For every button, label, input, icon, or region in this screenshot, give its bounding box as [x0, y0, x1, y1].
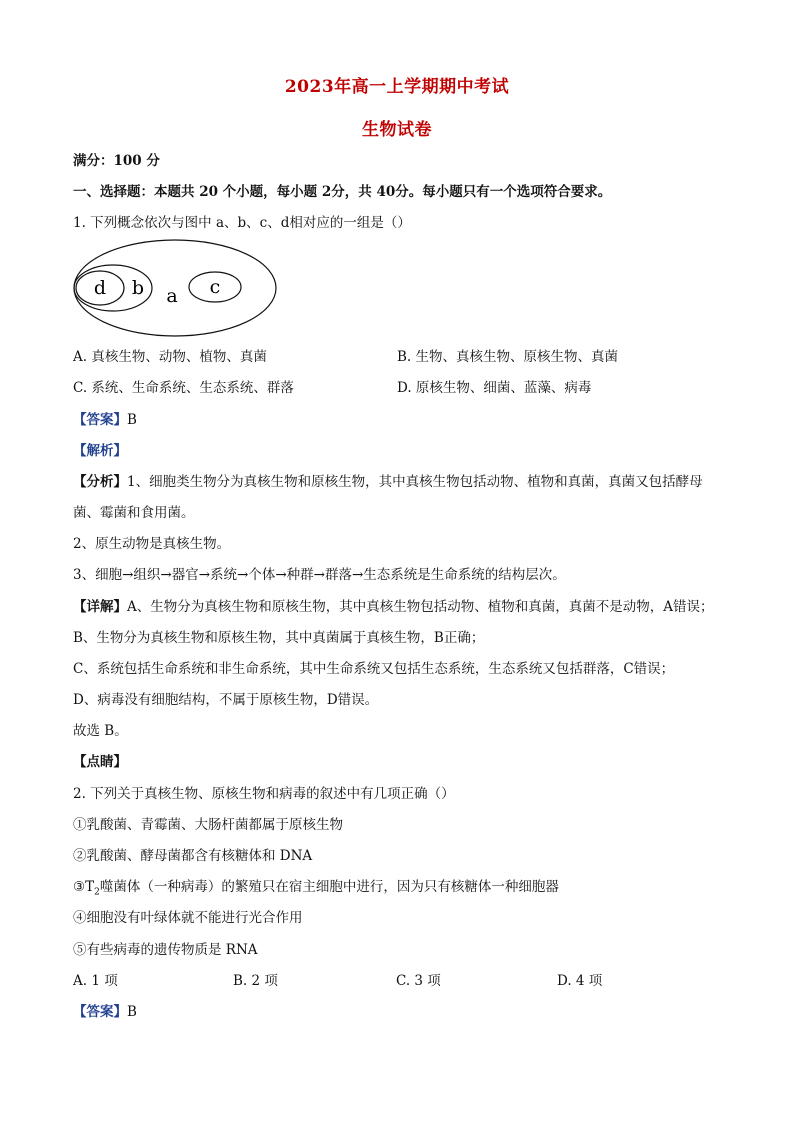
q1-dianjing: 【点睛】: [73, 754, 127, 770]
q2-statement-3: $③T_2$噬菌体（一种病毒）的繁殖只在宿主细胞中进行，因为只有核糖体一种细胞器: [73, 879, 559, 898]
subscript-2: 2: [94, 887, 100, 898]
q1-answer: [73, 411, 733, 429]
q1-detail-b: B、生物分为真核生物和原核生物，其中真菌属于真核生物，B正确；: [73, 630, 485, 646]
q1-analysis-1a: 【分析】1、细胞类生物分为真核生物和原核生物，其中真核生物包括动物、植物和真菌，真菌又包括酵母: [73, 474, 703, 490]
q2-statement-2: ②乳酸菌、酵母菌都含有核糖体和 DNA: [73, 848, 313, 864]
q2-statement-4: ④细胞没有叶绿体就不能进行光合作用: [73, 910, 303, 926]
jiexi-tag: 【解析】: [73, 443, 127, 459]
label-b: b: [131, 277, 145, 299]
question-1-stem: 1. 下列概念依次与图中 a、b、c、d相对应的一组是（）: [73, 215, 411, 231]
label-a: a: [166, 285, 178, 307]
q2-option-a: A. 1 项: [73, 973, 118, 989]
q1-option-c: C. 系统、生命系统、生态系统、群落: [73, 380, 294, 396]
q2-answer: [73, 1003, 733, 1021]
answer-tag: 【答案】: [73, 1004, 127, 1020]
total-score: 满分：100 分: [73, 153, 160, 169]
q1-analysis-3: 3、细胞→组织→器官→系统→个体→种群→群落→生态系统是生命系统的结构层次。: [73, 567, 566, 583]
question-2-stem: 2. 下列关于真核生物、原核生物和病毒的叙述中有几项正确（）: [73, 786, 455, 802]
q1-option-a: A. 真核生物、动物、植物、真菌: [73, 349, 267, 365]
exam-title: 2023年高一上学期期中考试: [284, 77, 510, 97]
answer-tag: 【答案】: [73, 412, 127, 428]
q1-detail-d: D、病毒没有细胞结构，不属于原核生物，D错误。: [73, 692, 379, 708]
q2-statement-5: ⑤有些病毒的遗传物质是 RNA: [73, 942, 258, 958]
analysis-tag: 【分析】: [73, 474, 127, 490]
q1-detail-a: 【详解】A、生物分为真核生物和原核生物，其中真核生物包括动物、植物和真菌，真菌不是动物，A错误；: [73, 599, 714, 615]
q1-detail-c: C、系统包括生命系统和非生命系统，其中生命系统又包括生态系统，生态系统又包括群落，C错误；: [73, 661, 675, 677]
answer-value: B: [127, 412, 137, 428]
q1-analysis-2: 2、原生动物是真核生物。: [73, 536, 231, 552]
q2-statement-1: ①乳酸菌、青霉菌、大肠杆菌都属于原核生物: [73, 817, 343, 833]
q2-option-d: D. 4 项: [557, 973, 603, 989]
concept-diagram: [72, 236, 282, 340]
label-d: d: [93, 277, 107, 299]
exam-subtitle: 生物试卷: [362, 120, 432, 140]
detail-tag: 【详解】: [73, 599, 127, 615]
q2-option-c: C. 3 项: [396, 973, 441, 989]
q1-conclusion: 故选 B。: [73, 723, 128, 739]
q1-jiexi: [73, 442, 733, 460]
answer-value: B: [127, 1004, 137, 1020]
section-heading: 一、选择题：本题共 20 个小题，每小题 2分，共 40分。每小题只有一个选项符合要求。: [73, 184, 612, 200]
q1-option-b: B. 生物、真核生物、原核生物、真菌: [397, 349, 619, 365]
q2-option-b: B. 2 项: [233, 973, 278, 989]
q1-option-d: D. 原核生物、细菌、蓝藻、病毒: [397, 380, 592, 396]
label-c: c: [209, 276, 221, 298]
q1-analysis-1b: 菌、霉菌和食用菌。: [73, 505, 195, 521]
